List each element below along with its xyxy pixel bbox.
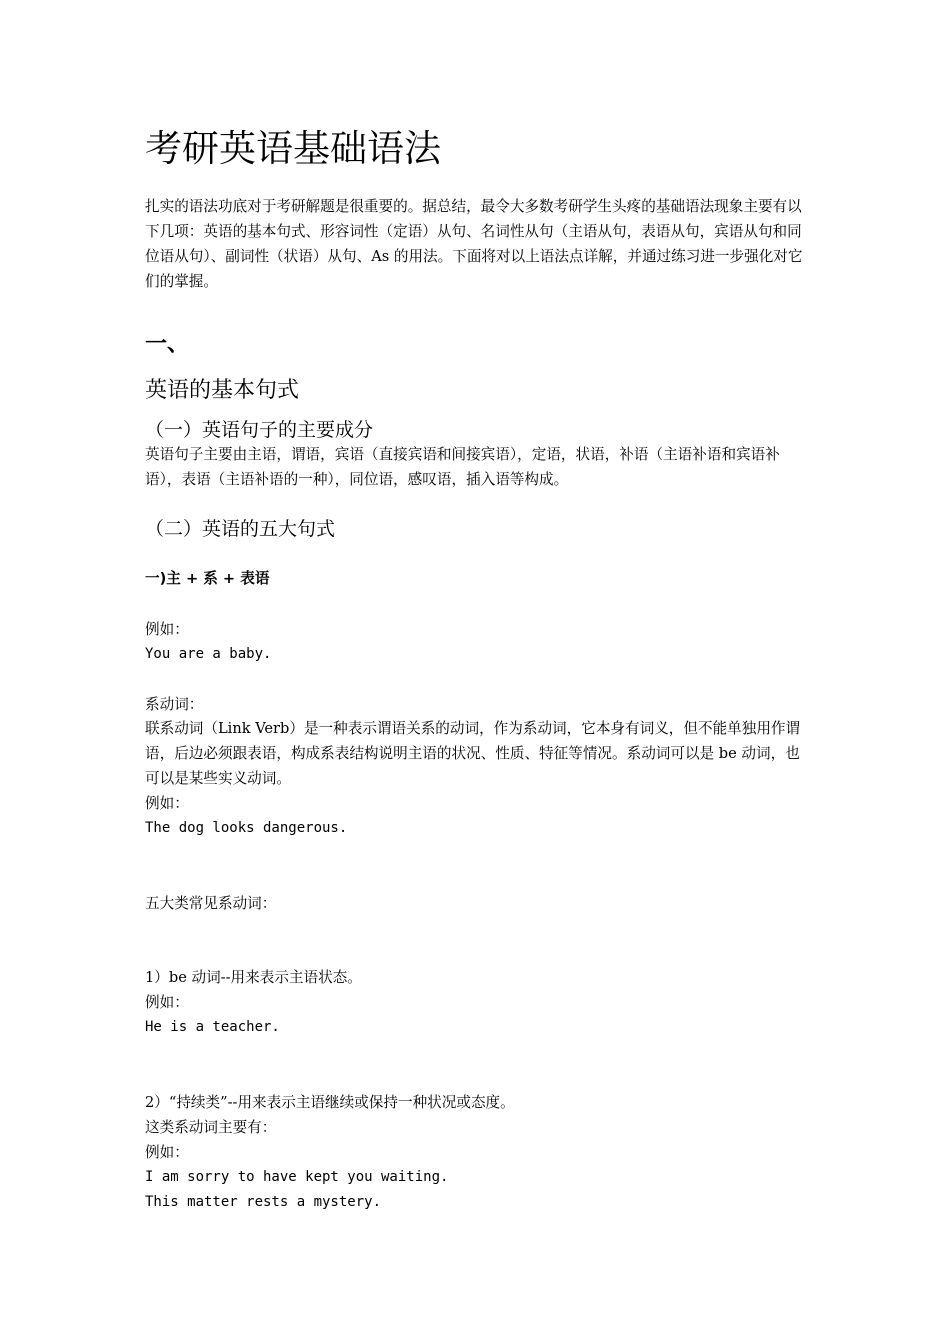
chapter-title: 英语的基本句式 xyxy=(145,378,300,403)
verb-type-item: 1）be 动词--用来表示主语状态。 xyxy=(145,969,362,986)
example-sentence: He is a teacher. xyxy=(145,1019,280,1035)
example-label: 例如： xyxy=(145,621,189,638)
verb-type-item: 2）“持续类”--用来表示主语继续或保持一种状况或态度。 xyxy=(145,1094,515,1111)
linking-verb-description: 联系动词（Link Verb）是一种表示谓语关系的动词，作为系动词，它本身有词义，但不能单独用作谓语，后边必须跟表语，构成系表结构说明主语的状况、性质、特征等情况。系动词可以是 be 动词，也可以是某些实义动词。 xyxy=(145,720,801,787)
section1-heading: （一）英语句子的主要成分 xyxy=(145,419,374,441)
section1-body: 英语句子主要由主语，谓语，宾语（直接宾语和间接宾语），定语，状语，补语（主语补语和宾语补语），表语（主语补语的一种），同位语，感叹语，插入语等构成。 xyxy=(145,446,780,488)
example-label: 例如： xyxy=(145,994,189,1011)
example-sentence: The dog looks dangerous. xyxy=(145,820,348,836)
example-sentence: You are a baby. xyxy=(145,646,272,662)
intro-paragraph: 扎实的语法功底对于考研解题是很重要的。据总结，最令大多数考研学生头疼的基础语法现象主要有以下几项：英语的基本句式、形容词性（定语）从句、名词性从句（主语从句，表语从句，宾语从句和同位语从句）、副词性（状语）从句、As 的用法。下面将对以上语法点详解，并通过练习进一步强化对它们的掌握。 xyxy=(145,198,803,290)
sentence-pattern-heading: 一)主 + 系 + 表语 xyxy=(145,570,270,587)
document-title: 考研英语基础语法 xyxy=(145,127,441,170)
example-label: 例如： xyxy=(145,795,189,812)
example-sentence: This matter rests a mystery. xyxy=(145,1194,382,1210)
five-types-heading: 五大类常见系动词： xyxy=(145,895,277,912)
section2-heading: （二）英语的五大句式 xyxy=(145,518,336,540)
example-sentence: I am sorry to have kept you waiting. xyxy=(145,1169,449,1185)
verb-type-note: 这类系动词主要有： xyxy=(145,1119,277,1136)
linking-verb-label: 系动词： xyxy=(145,696,204,713)
chapter-number: 一、 xyxy=(145,332,190,357)
example-label: 例如： xyxy=(145,1144,189,1161)
